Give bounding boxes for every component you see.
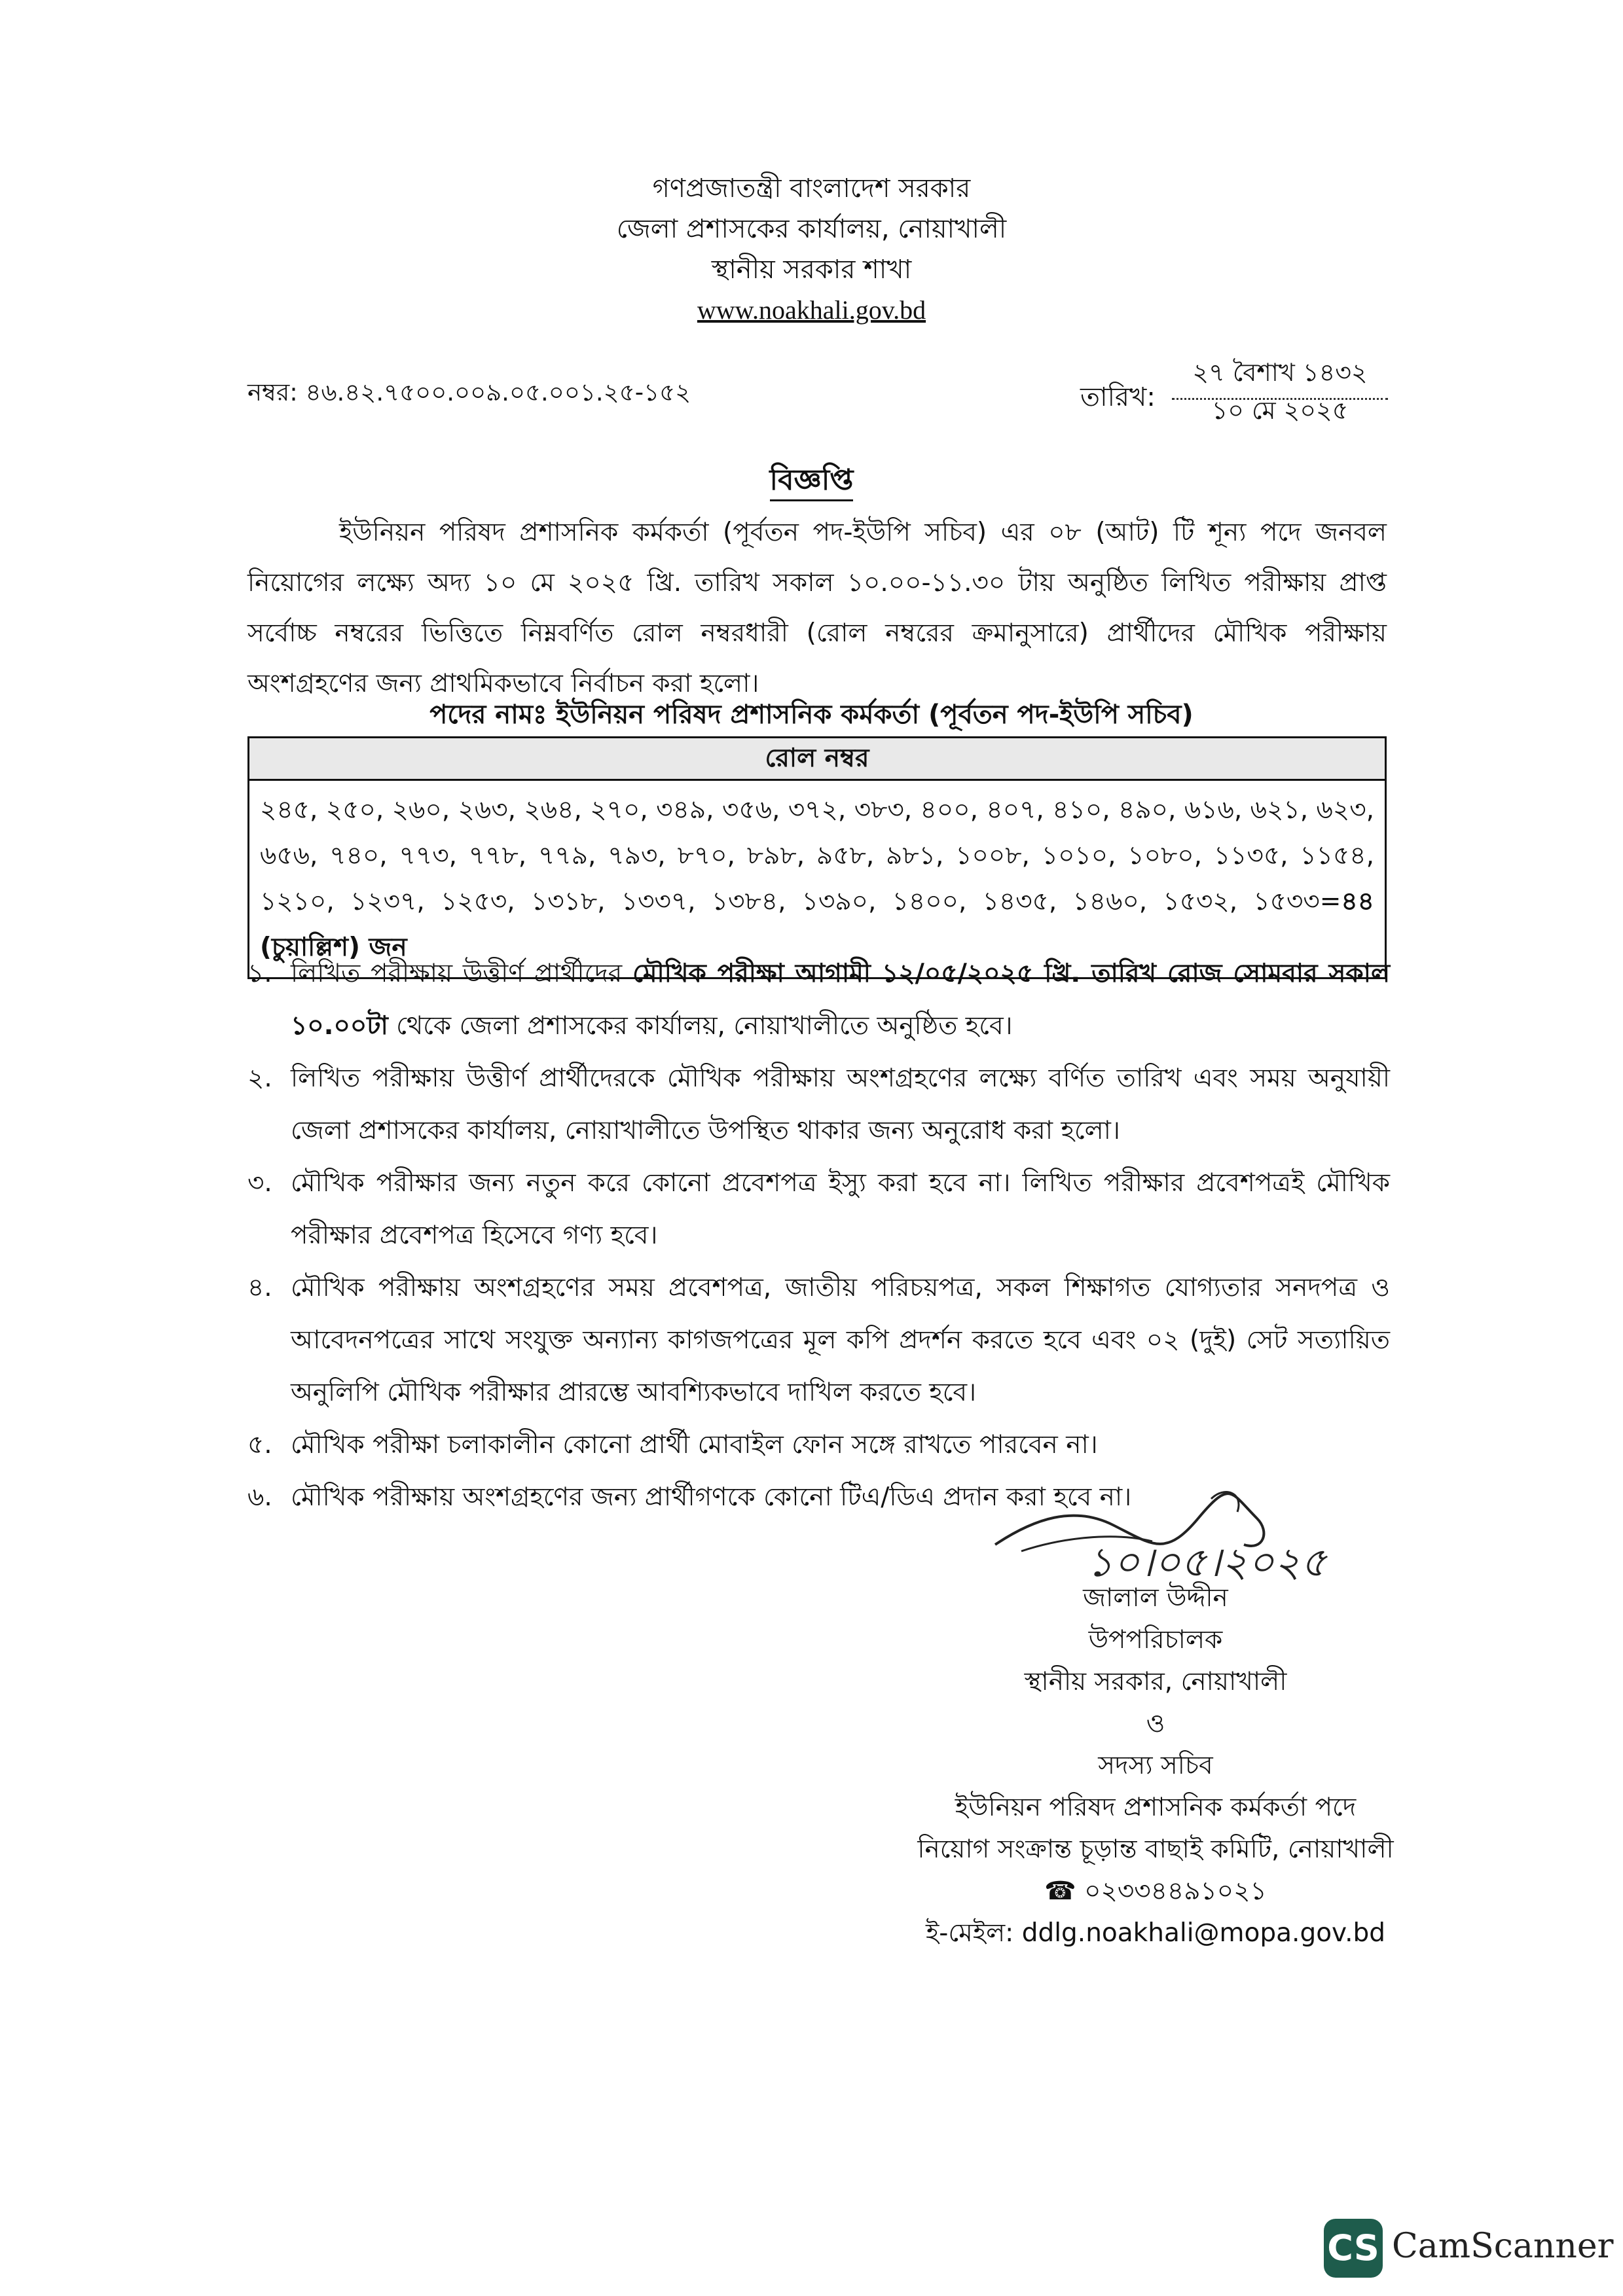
committee-line1: ইউনিয়ন পরিষদ প্রশাসনিক কর্মকর্তা পদে (955, 1793, 1357, 1822)
date-english: ১০ মে ২০২৫ (1211, 396, 1349, 425)
instruction-item: ১. লিখিত পরীক্ষায় উত্তীর্ণ প্রার্থীদের মৌখিক পরীক্ষা আগামী ১২/০৫/২০২৫ খ্রি. তারিখ রোজ সোমবার সকাল ১০.০০টা থেকে জেলা প্রশাসকের কার্যালয়, নোয়াখালীতে অনুষ্ঠিত হবে। (247, 959, 1391, 1041)
instruction-item: ৫. মৌখিক পরীক্ষা চলাকালীন কোনো প্রার্থী মোবাইল ফোন সঙ্গে রাখতে পারবেন না। (247, 1430, 1098, 1460)
signatory-name: জালাল উদ্দীন (1083, 1583, 1228, 1613)
camscanner-name: CamScanner (1392, 2227, 1614, 2266)
memo-number: নম্বর: ৪৬.৪২.৭৫০০.০০৯.০৫.০০১.২৫-১৫২ (247, 378, 691, 406)
signatory-phone: ☎ ০২৩৩৪৪৯১০২১ (1044, 1876, 1267, 1906)
notice-title: বিজ্ঞপ্তি (0, 458, 1623, 506)
signature-block (786, 1577, 1525, 1954)
camscanner-logo-icon: CS (1324, 2219, 1383, 2278)
date-bangla: ২৭ বৈশাখ ১৪৩২ (1172, 353, 1388, 400)
signatory-office: স্থানীয় সরকার, নোয়াখালী (1024, 1667, 1287, 1696)
committee-line2: নিয়োগ সংক্রান্ত চূড়ান্ত বাছাই কমিটি, নোয়াখালী (917, 1835, 1394, 1864)
roll-list: ২৪৫, ২৫০, ২৬০, ২৬৩, ২৬৪, ২৭০, ৩৪৯, ৩৫৬, ৩৭২, ৩৮৩, ৪০০, ৪০৭, ৪১০, ৪৯০, ৬১৬, ৬২১, ৬২৩, ৬৫৬, ৭৪০, ৭৭৩, ৭৭৮, ৭৭৯, ৭৯৩, ৮৭০, ৮৯৮, ৯৫৮, ৯৮১, ১০০৮, ১০১০, ১০৮০, ১১৩৫, ১১৫৪, ১২১০, ১২৩৭, ১২৫৩, ১৩১৮, ১৩৩৭, ১৩৮৪, ১৩৯০, ১৪০০, ১৪৩৫, ১৪৬০, ১৫৩২, ১৫৩৩= (260, 795, 1374, 916)
header-branch: স্থানীয় সরকার শাখা (711, 255, 912, 285)
instruction-item: ২. লিখিত পরীক্ষায় উত্তীর্ণ প্রার্থীদেরকে মৌখিক পরীক্ষায় অংশগ্রহণের লক্ষ্যে বর্ণিত তারিখ এবং সময় অনুযায়ী জেলা প্রশাসকের কার্যালয়, নোয়াখালীতে উপস্থিত থাকার জন্য অনুরোধ করা হলো। (247, 1064, 1390, 1145)
signature-date: ১০।০৫।২০২৫ (1087, 1538, 1327, 1584)
instruction-item: ৬. মৌখিক পরীক্ষায় অংশগ্রহণের জন্য প্রার্থীগণকে কোনো টিএ/ডিএ প্রদান করা হবে না। (247, 1482, 1132, 1512)
signatory-and: ও (1146, 1709, 1165, 1738)
handwritten-signature (982, 1479, 1401, 1584)
roll-table-header: রোল নম্বর (249, 738, 1385, 781)
date-label: তারিখ: (1080, 382, 1156, 412)
post-name: পদের নামঃ ইউনিয়ন পরিষদ প্রশাসনিক কর্মকর্তা (পূর্বতন পদ-ইউপি সচিব) (429, 700, 1194, 730)
roll-count: ৪৪ (চুয়াল্লিশ) জন (260, 887, 1374, 962)
intro-paragraph: ইউনিয়ন পরিষদ প্রশাসনিক কর্মকর্তা (পূর্বতন পদ-ইউপি সচিব) এর ০৮ (আট) টি শূন্য পদে জনবল নিয়োগের লক্ষ্যে অদ্য ১০ মে ২০২৫ খ্রি. তারিখ সকাল ১০.০০-১১.৩০ টায় অনুষ্ঠিত লিখিত পরীক্ষায় প্রাপ্ত সর্বোচ্চ নম্বরের ভিত্তিতে নিম্নবর্ণিত রোল নম্বরধারী (রোল নম্বরের ক্রমানুসারে) প্রার্থীদের মৌখিক পরীক্ষায় অংশগ্রহণের জন্য প্রাথমিকভাবে নির্বাচন করা হলো। (247, 518, 1387, 698)
instruction-item: ৪. মৌখিক পরীক্ষায় অংশগ্রহণের সময় প্রবেশপত্র, জাতীয় পরিচয়পত্র, সকল শিক্ষাগত যোগ্যতার সনদপত্র ও আবেদনপত্রের সাথে সংযুক্ত অন্যান্য কাগজপত্রের মূল কপি প্রদর্শন করতে হবে এবং ০২ (দুই) সেট সত্যায়িত অনুলিপি মৌখিক পরীক্ষার প্রারম্ভে আবশ্যিকভাবে দাখিল করতে হবে। (247, 1273, 1390, 1407)
signatory-role: সদস্য সচিব (1098, 1751, 1213, 1780)
header-government: গণপ্রজাতন্ত্রী বাংলাদেশ সরকার (652, 173, 971, 204)
signatory-designation: উপপরিচালক (1088, 1625, 1223, 1655)
signatory-email: ই-মেইল: ddlg.noakhali@mopa.gov.bd (925, 1918, 1386, 1948)
roll-table (247, 736, 1387, 979)
header-website: www.noakhali.gov.bd (697, 295, 926, 325)
instruction-item: ৩. মৌখিক পরীক্ষার জন্য নতুন করে কোনো প্রবেশপত্র ইস্যু করা হবে না। লিখিত পরীক্ষার প্রবেশপত্রই মৌখিক পরীক্ষার প্রবেশপত্র হিসেবে গণ্য হবে। (247, 1168, 1390, 1250)
header-office: জেলা প্রশাসকের কার্যালয়, নোয়াখালী (616, 214, 1007, 244)
instruction-list (247, 948, 1390, 1524)
